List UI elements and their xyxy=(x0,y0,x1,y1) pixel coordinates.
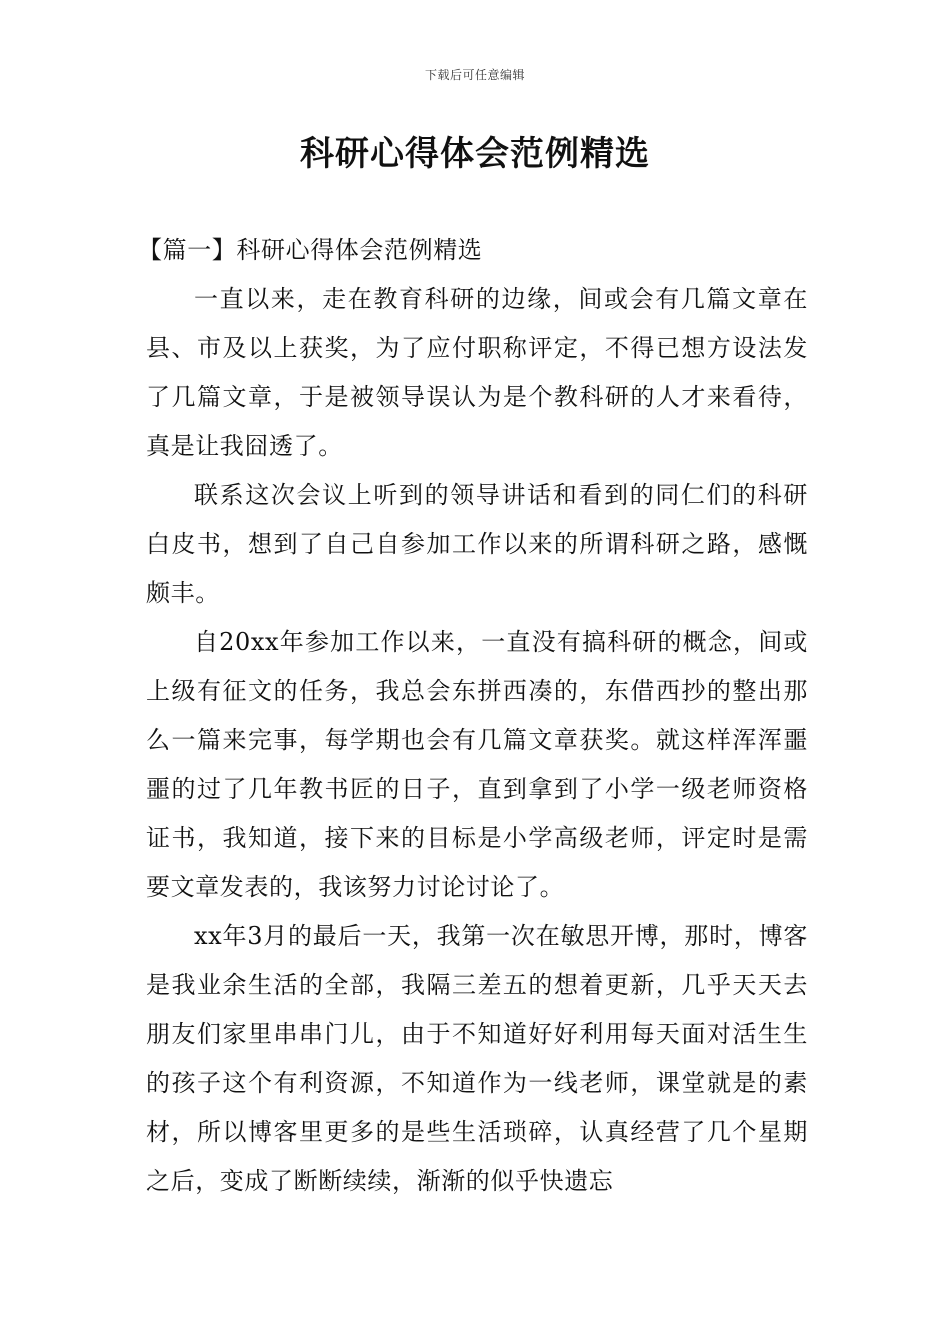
paragraph-2: 联系这次会议上听到的领导讲话和看到的同仁们的科研白皮书，想到了自己自参加工作以来的所谓科研之路，感慨颇丰。 xyxy=(146,481,808,607)
paragraph-4: xx年3月的最后一天，我第一次在敏思开博，那时，博客是我业余生活的全部，我隔三差五的想着更新，几乎天天去朋友们家里串串门儿，由于不知道好好利用每天面对活生生的孩子这个有利资源，不知道作为一线老师，课堂就是的素材，所以博客里更多的是些生活琐碎，认真经营了几个星期之后，变成了断断续续，渐渐的似乎快遗忘 xyxy=(146,922,808,1195)
paragraph-3: 自20xx年参加工作以来，一直没有搞科研的概念，间或上级有征文的任务，我总会东拼西凑的，东借西抄的整出那么一篇来完事，每学期也会有几篇文章获奖。就这样浑浑噩噩的过了几年教书匠的日子，直到拿到了小学一级老师资格证书，我知道，接下来的目标是小学高级老师，评定时是需要文章发表的，我该努力讨论讨论了。 xyxy=(146,628,808,901)
header-note: 下载后可任意编辑 xyxy=(424,68,525,82)
document-body xyxy=(138,226,808,1206)
paragraph-1: 一直以来，走在教育科研的边缘，间或会有几篇文章在县、市及以上获奖，为了应付职称评定，不得已想方设法发了几篇文章，于是被领导误认为是个教科研的人才来看待，真是让我囧透了。 xyxy=(146,285,808,460)
document-title: 科研心得体会范例精选 xyxy=(300,134,650,174)
section-heading: 【篇一】科研心得体会范例精选 xyxy=(138,236,483,264)
